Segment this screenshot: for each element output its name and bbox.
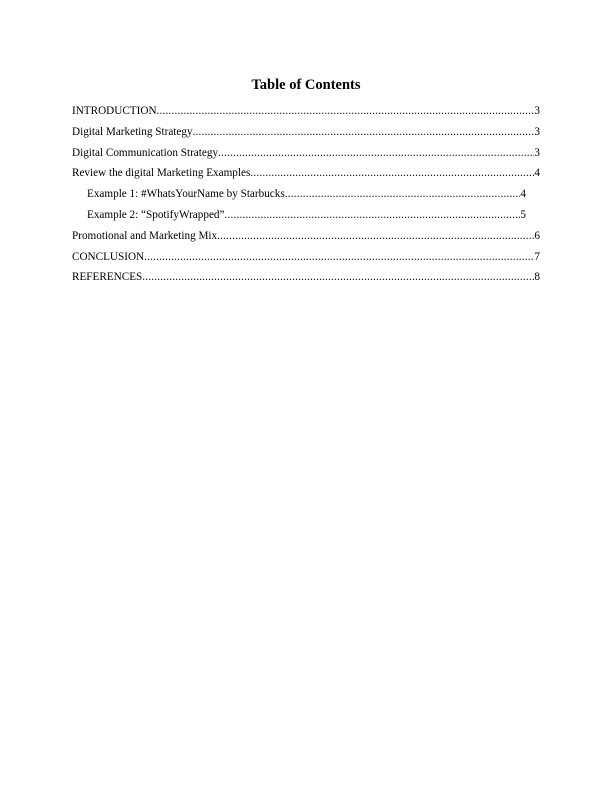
toc-entry-digital-marketing-strategy[interactable] <box>72 122 540 143</box>
dot-leader <box>142 267 534 288</box>
toc-entry-references[interactable] <box>72 267 540 288</box>
toc-entry-label: Example 2: “SpotifyWrapped” <box>87 208 225 221</box>
toc-entry-example-2[interactable] <box>87 205 526 226</box>
toc-entry-page-number: 3 <box>534 146 540 159</box>
toc-title: Table of Contents <box>251 77 361 93</box>
dot-leader <box>144 247 534 268</box>
toc-entry-label: Promotional and Marketing Mix <box>72 229 218 242</box>
toc-entry-label: INTRODUCTION <box>72 105 157 117</box>
toc-entry-page-number: 6 <box>534 229 540 242</box>
toc-entry-page-number: 7 <box>534 250 540 263</box>
toc-entry-review-examples[interactable] <box>72 163 540 184</box>
toc-entry-page-number: 4 <box>534 167 540 180</box>
toc-entry-label: Digital Marketing Strategy <box>72 125 193 138</box>
toc-entry-introduction[interactable] <box>72 101 540 122</box>
toc-entry-page-number: 8 <box>534 271 540 284</box>
toc-entry-page-number: 5 <box>520 208 526 221</box>
toc-entry-digital-communication-strategy[interactable] <box>72 143 540 164</box>
dot-leader <box>157 101 535 122</box>
toc-entry-label: REFERENCES <box>72 271 143 284</box>
dot-leader <box>250 163 534 184</box>
dot-leader <box>193 122 535 143</box>
toc-entry-page-number: 4 <box>520 188 526 201</box>
toc-entry-page-number: 3 <box>534 105 540 117</box>
toc-entry-label: Review the digital Marketing Examples <box>72 167 251 180</box>
dot-leader <box>224 205 520 226</box>
dot-leader <box>218 143 534 164</box>
table-of-contents <box>72 101 540 288</box>
toc-entry-page-number: 3 <box>534 125 540 138</box>
toc-entry-conclusion[interactable] <box>72 247 540 268</box>
toc-entry-promotional-marketing-mix[interactable] <box>72 226 540 247</box>
toc-entry-label: Example 1: #WhatsYourName by Starbucks <box>87 188 285 201</box>
dot-leader <box>285 184 521 205</box>
toc-entry-example-1[interactable] <box>87 184 526 205</box>
toc-entry-label: Digital Communication Strategy <box>72 146 219 159</box>
dot-leader <box>217 226 534 247</box>
toc-entry-label: CONCLUSION <box>72 250 145 263</box>
